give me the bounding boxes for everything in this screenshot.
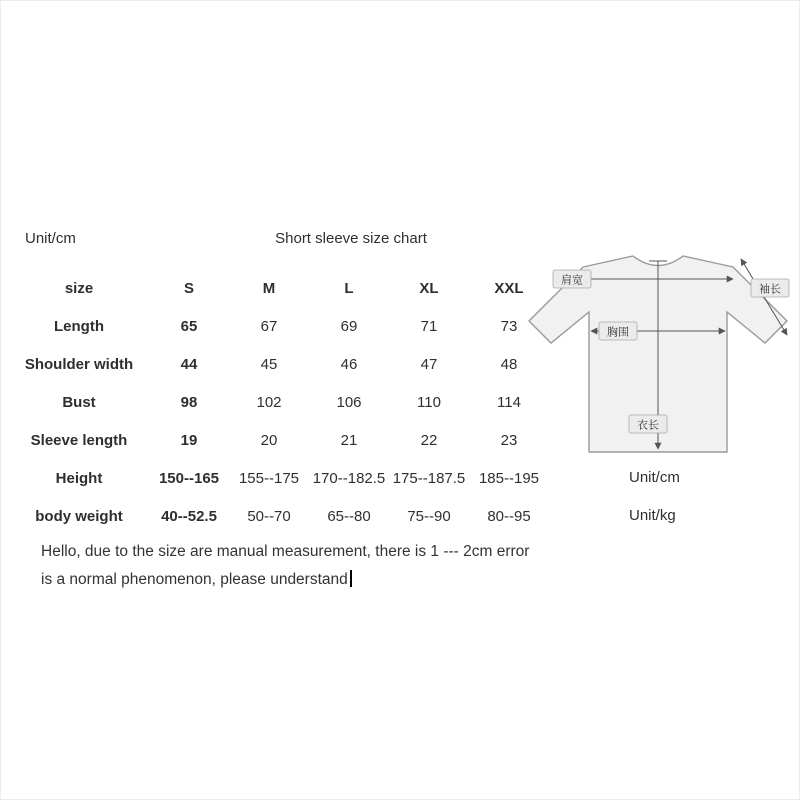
size-value: 114 [497,393,521,411]
size-value: 65--80 [327,507,371,525]
size-value: 80--95 [487,507,531,525]
column-header-l: L [344,279,354,297]
size-value: 40--52.5 [161,507,217,525]
length-label [629,415,667,433]
unit-cm-top-label: Unit/cm [25,230,76,247]
size-value: 22 [420,431,438,449]
tshirt-measurement-diagram [519,249,799,461]
size-value: 48 [500,355,518,373]
row-label-height: Height [55,469,103,487]
column-header-s: S [183,279,194,297]
measurement-note-line2: is a normal phenomenon, please understand [41,571,348,588]
svg-text:衣长: 衣长 [637,418,659,432]
size-value: 110 [417,393,441,411]
row-label-bust: Bust [62,393,96,411]
size-value: 21 [340,431,358,449]
text-cursor [350,570,352,587]
size-value: 155--175 [238,469,300,487]
svg-text:胸围: 胸围 [607,325,629,339]
size-value: 23 [500,431,518,449]
size-value: 47 [420,355,438,373]
size-value: 20 [260,431,278,449]
size-value: 75--90 [407,507,451,525]
size-value: 106 [336,393,362,411]
row-label-body-weight: body weight [35,507,123,525]
size-value: 45 [260,355,278,373]
svg-text:袖长: 袖长 [759,282,781,296]
size-value: 73 [500,317,518,335]
sleeve-length-label [751,279,789,297]
row-label-shoulder-width: Shoulder width [24,355,134,373]
size-value: 65 [180,317,198,335]
bust-label [599,322,637,340]
measurement-note-line2-wrap [41,566,529,594]
size-value: 170--182.5 [312,469,386,487]
size-value: 50--70 [247,507,291,525]
size-value: 102 [256,393,282,411]
column-header-xxl: XXL [494,279,524,297]
size-table [9,269,549,535]
measurement-note-line1: Hello, due to the size are manual measurement, there is 1 --- 2cm error [41,543,530,560]
chart-title: Short sleeve size chart [275,230,427,247]
size-value: 46 [340,355,358,373]
column-header-size: size [64,279,94,297]
height-unit-label: Unit/cm [629,469,680,486]
size-value: 67 [260,317,278,335]
size-value: 175--187.5 [392,469,466,487]
row-label-sleeve-length: Sleeve length [30,431,128,449]
measurement-note [41,538,529,594]
size-value: 19 [180,431,198,449]
weight-unit-label: Unit/kg [629,507,676,524]
shoulder-width-label [553,270,591,288]
size-value: 69 [340,317,358,335]
size-value: 150--165 [158,469,220,487]
size-value: 185--195 [478,469,540,487]
svg-text:肩宽: 肩宽 [561,273,583,287]
column-header-m: M [262,279,276,297]
size-value: 98 [180,393,198,411]
size-value: 71 [420,317,438,335]
column-header-xl: XL [419,279,439,297]
size-value: 44 [180,355,198,373]
row-label-length: Length [54,317,104,335]
